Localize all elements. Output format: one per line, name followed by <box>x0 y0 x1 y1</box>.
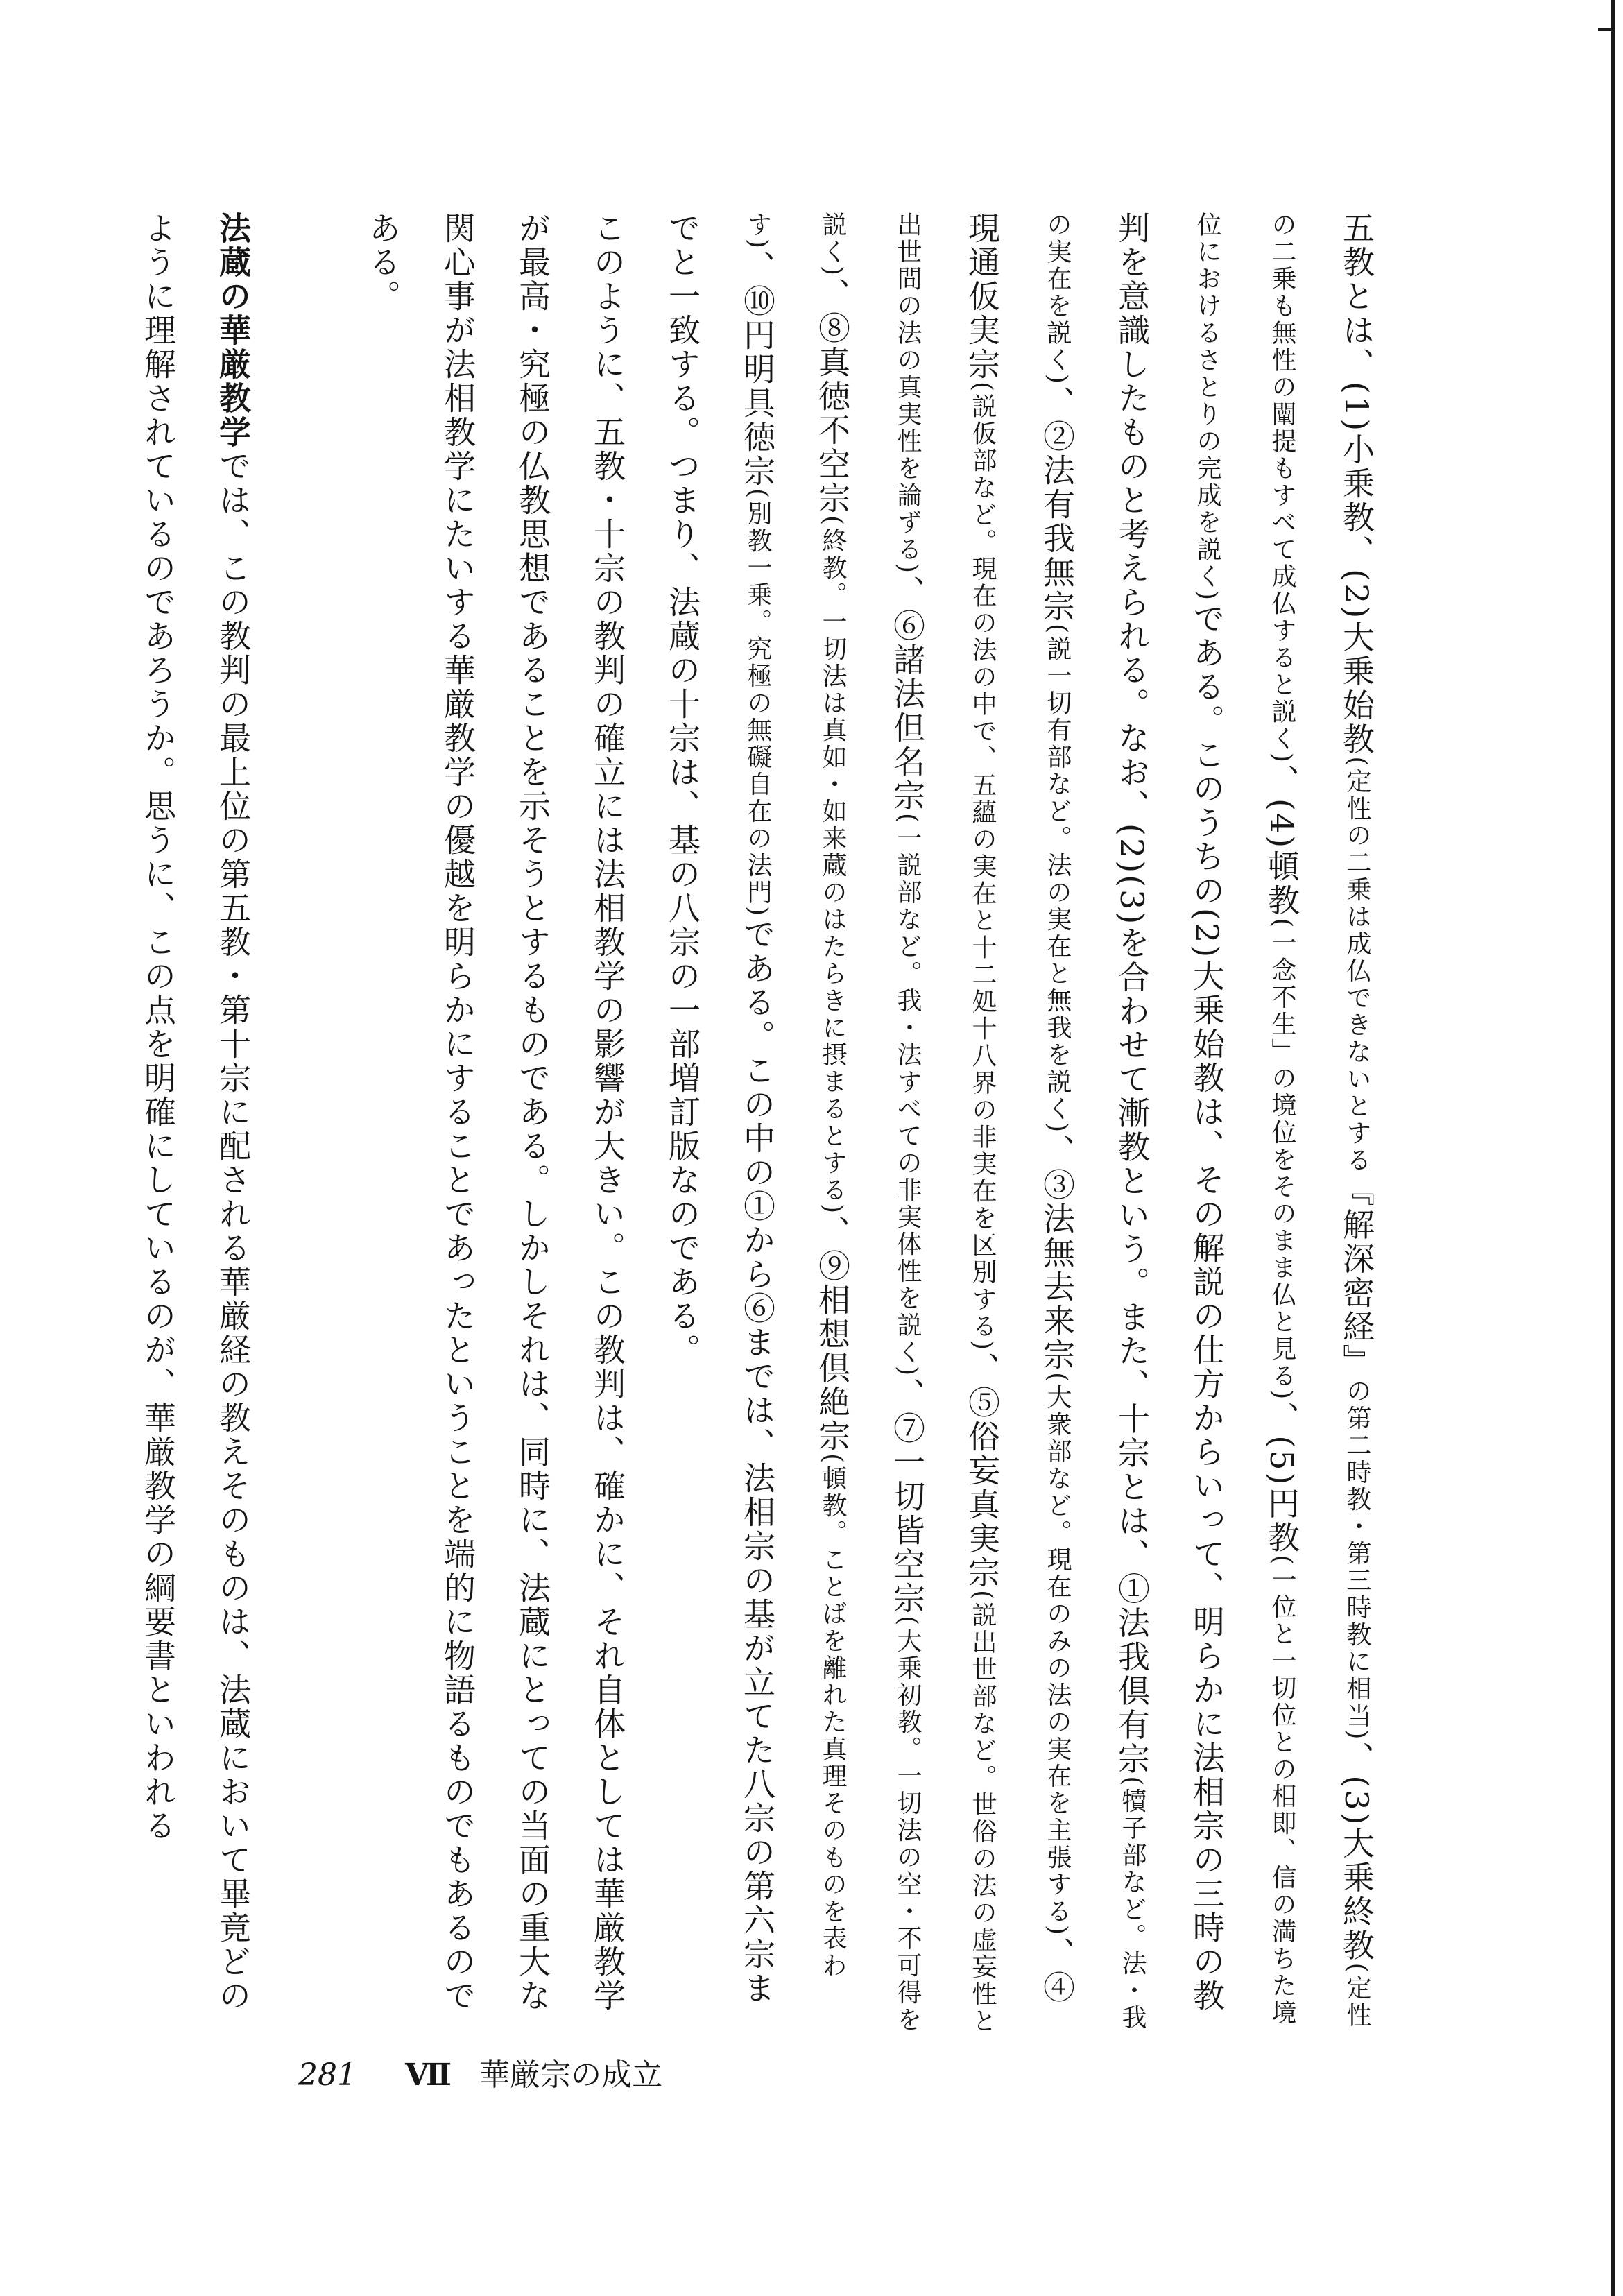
section-heading: 法蔵の華厳教学 <box>214 212 252 449</box>
annotation: (大衆部など。現在のみの法の実在を主張する) <box>1043 1372 1072 1937</box>
paragraph-fazang-kegon <box>121 212 270 2036</box>
chapter-number: Ⅶ <box>404 2057 452 2093</box>
text-run: である。この中の①から⑥までは、法相宗の基が立てた八宗の第六宗までと一致する。つまり、法蔵の十宗は、基の八宗の一部増訂版なのである。 <box>664 212 776 2006</box>
annotation: (説一切有部など。法の実在と無我を説く) <box>1043 624 1072 1135</box>
annotation: (一説部など。我・法すべての非実体性を説く) <box>893 813 922 1378</box>
text-run: である。このうちの(2)大乗始教は、その解説の仕方からいって、明らかに法相宗の三時の教判を意識したものと考えられる。なお、(2)(3)を合わせて漸教という。また、十宗とは、①法我倶有宗 <box>1113 212 1226 2014</box>
annotation: (大乗初教。一切法の空・不可得を説く) <box>818 212 922 2034</box>
text-run: では、この教判の最上位の第五教・第十宗に配される華厳経の教えそのものは、法蔵において畢竟どのように理解されているのであろうか。思うに、この点を明確にしているのが、華厳教学の綱要書といわれる <box>139 212 252 2013</box>
text-run: 、⑩円明具徳宗 <box>739 250 776 489</box>
text-run: 『解深密経』 <box>1338 1174 1375 1378</box>
scan-edge-tick <box>1598 28 1613 31</box>
annotation: (頓教。ことばを離れた真理そのものを表わす) <box>744 212 847 1980</box>
annotation: の第二時教・第三時教に相当) <box>1343 1378 1371 1742</box>
chapter-title: 華厳宗の成立 <box>479 2057 663 2093</box>
annotation: (説仮部など。現在の法の中で、五蘊の実在と十二処十八界の非実在を区別する) <box>968 382 997 1353</box>
text-run: 、③法無去来宗 <box>1038 1134 1076 1373</box>
text-run: 、②法有我無宗 <box>1038 386 1076 624</box>
text-run: 、(5)円教 <box>1263 1401 1300 1555</box>
page-footer <box>298 2050 662 2091</box>
text-run: 、(3)大乗終教 <box>1338 1741 1375 1963</box>
annotation: (定性の二乗は成仏できないとする <box>1343 756 1371 1174</box>
text-run: 、⑦一切皆空宗 <box>888 1378 926 1616</box>
paragraph-hosso-influence: このように、五教・十宗の教判の確立には法相教学の影響が大きい。この教判は、確かに、それ自体としては華厳教学が最高・究極の仏教思想であることを示そうとするものである。しかしそれは、同時に、法蔵にとっての当面の重大な関心事が法相教学にたいする華厳教学の優越を明らかにすることであったということを端的に物語るものでもあるのである。 <box>364 212 626 2013</box>
text-run: 、④現通仮実宗 <box>963 212 1076 2005</box>
annotation: (定性の二乗も無性の闡提もすべて成仏すると説く) <box>1268 212 1371 2029</box>
scan-edge-line <box>1611 0 1615 2296</box>
text-run: 五教とは、(1)小乗教、(2)大乗始教 <box>1338 212 1375 757</box>
text-run: 、(4)頓教 <box>1263 764 1300 918</box>
annotation: (説出世部など。世俗の法の虚妄性と出世間の法の真実性を論ずる) <box>893 212 997 2035</box>
text-run: 、⑤俗妄真実宗 <box>963 1352 1001 1591</box>
annotation: (一位と一切位との相即、信の満ちた境位におけるさとりの完成を説く) <box>1193 212 1296 2027</box>
annotation: (終教。一切法は真如・如来蔵のはたらきに摂まるとする) <box>818 515 847 1216</box>
annotation: (一念不生」の境位をそのまま仏と見る) <box>1268 918 1296 1402</box>
text-run: 、⑥諸法但名宗 <box>888 575 926 814</box>
paragraph-five-ten-teachings <box>645 212 1394 2036</box>
body-text <box>121 212 1394 2036</box>
annotation: (別教一乗。究極の無礙自在の法門) <box>744 488 772 918</box>
text-run: 、⑧真徳不空宗 <box>814 277 851 516</box>
annotation: (犢子部など。法・我の実在を説く) <box>1043 212 1147 2032</box>
page-number: 281 <box>298 2057 357 2093</box>
text-run: 、⑨相想倶絶宗 <box>814 1215 851 1454</box>
